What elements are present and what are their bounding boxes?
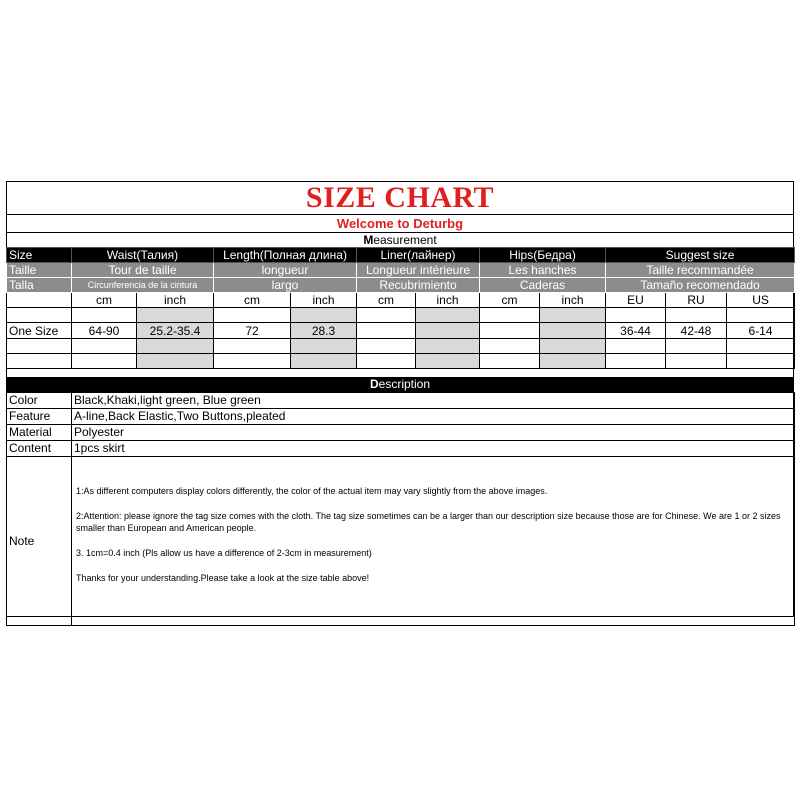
size-value-cell — [666, 339, 727, 354]
size-value-cell — [291, 339, 357, 354]
measurement-table — [6, 247, 795, 369]
description-row — [7, 425, 795, 441]
unit-cell: US — [727, 293, 795, 308]
welcome-text: Welcome to Deturbg — [6, 215, 794, 233]
header-cell: Hips(Бедра) — [480, 248, 606, 263]
size-value-cell — [72, 308, 137, 323]
measurement-heading-rest: easurement — [373, 233, 437, 247]
unit-cell: EU — [606, 293, 666, 308]
size-data-row — [7, 323, 795, 339]
header-cell: Taille recommandée — [606, 263, 795, 278]
size-value-cell — [727, 354, 795, 369]
size-value-cell — [137, 308, 214, 323]
header-cell: Caderas — [480, 278, 606, 293]
unit-cell: cm — [480, 293, 540, 308]
size-value-cell: 36-44 — [606, 323, 666, 339]
unit-cell: cm — [72, 293, 137, 308]
measurement-heading — [6, 233, 794, 248]
header-row-label: Talla — [7, 278, 72, 293]
header-cell: Les hanches — [480, 263, 606, 278]
size-data-row — [7, 308, 795, 323]
description-row — [7, 409, 795, 425]
note-line: Thanks for your understanding.Please take a look at the size table above! — [76, 573, 370, 583]
size-value-cell — [72, 339, 137, 354]
size-value-cell — [480, 354, 540, 369]
description-value: 1pcs skirt — [72, 441, 795, 457]
size-value-cell — [727, 339, 795, 354]
size-value-cell — [727, 308, 795, 323]
size-value-cell — [137, 354, 214, 369]
header-row-label: Size — [7, 248, 72, 263]
size-value-cell: 42-48 — [666, 323, 727, 339]
description-label: Feature — [7, 409, 72, 425]
description-row — [7, 441, 795, 457]
header-row — [7, 248, 795, 263]
size-value-cell — [214, 354, 291, 369]
size-value-cell — [214, 339, 291, 354]
header-cell: Longueur intérieure — [357, 263, 480, 278]
unit-cell: cm — [214, 293, 291, 308]
size-value-cell — [606, 339, 666, 354]
size-value-cell — [137, 339, 214, 354]
size-value-cell — [666, 308, 727, 323]
size-value-cell — [666, 354, 727, 369]
size-value-cell — [214, 308, 291, 323]
description-label: Material — [7, 425, 72, 441]
note-text — [74, 457, 792, 601]
size-value-cell: 25.2-35.4 — [137, 323, 214, 339]
unit-cell: inch — [416, 293, 480, 308]
description-label: Color — [7, 393, 72, 409]
measurement-heading-initial: M — [363, 233, 374, 247]
note-line: 2:Attention: please ignore the tag size comes with the cloth. The tag size sometimes can be a larger than our description size because those are for Chinese. We are 1 or 2 sizes smaller than European and American people. — [76, 511, 781, 533]
description-value: Black,Khaki,light green, Blue green — [72, 393, 795, 409]
description-table — [6, 392, 795, 626]
description-heading-rest: escription — [378, 377, 431, 391]
description-value: Polyester — [72, 425, 795, 441]
header-cell: longueur — [214, 263, 357, 278]
size-value-cell — [72, 354, 137, 369]
size-value-cell: 72 — [214, 323, 291, 339]
unit-cell: inch — [540, 293, 606, 308]
size-value-cell: 28.3 — [291, 323, 357, 339]
header-row — [7, 278, 795, 293]
header-row-label: Taille — [7, 263, 72, 278]
unit-cell: RU — [666, 293, 727, 308]
size-value-cell — [357, 339, 416, 354]
size-label-cell: One Size — [7, 323, 72, 339]
unit-cell: inch — [137, 293, 214, 308]
size-label-cell — [7, 308, 72, 323]
size-value-cell — [540, 354, 606, 369]
size-value-cell — [606, 308, 666, 323]
header-cell: Circunferencia de la cintura — [72, 278, 214, 293]
size-data-row — [7, 354, 795, 369]
description-heading — [6, 377, 794, 392]
header-cell: largo — [214, 278, 357, 293]
size-value-cell — [416, 308, 480, 323]
size-value-cell — [480, 339, 540, 354]
note-line: 3. 1cm=0.4 inch (Pls allow us have a difference of 2-3cm in measurement) — [76, 548, 372, 558]
header-cell: Waist(Талия) — [72, 248, 214, 263]
header-cell: Liner(лайнер) — [357, 248, 480, 263]
header-cell: Suggest size — [606, 248, 795, 263]
note-line: 1:As different computers display colors differently, the color of the actual item may vary slightly from the above images. — [76, 486, 548, 496]
header-cell: Length(Полная длина) — [214, 248, 357, 263]
size-label-cell — [7, 339, 72, 354]
size-value-cell — [540, 308, 606, 323]
size-value-cell: 6-14 — [727, 323, 795, 339]
size-value-cell — [540, 323, 606, 339]
size-value-cell — [291, 308, 357, 323]
size-value-cell — [480, 308, 540, 323]
size-value-cell — [416, 323, 480, 339]
note-label: Note — [7, 457, 72, 626]
size-value-cell — [357, 308, 416, 323]
size-label-cell — [7, 354, 72, 369]
description-label: Content — [7, 441, 72, 457]
header-row — [7, 263, 795, 278]
size-value-cell — [540, 339, 606, 354]
size-value-cell — [291, 354, 357, 369]
size-value-cell — [357, 354, 416, 369]
header-cell: Recubrimiento — [357, 278, 480, 293]
size-value-cell: 64-90 — [72, 323, 137, 339]
description-value: A-line,Back Elastic,Two Buttons,pleated — [72, 409, 795, 425]
description-heading-initial: D — [369, 377, 379, 391]
size-value-cell — [606, 354, 666, 369]
note-content — [72, 457, 795, 626]
unit-cell: cm — [357, 293, 416, 308]
note-row — [7, 457, 795, 626]
size-value-cell — [357, 323, 416, 339]
unit-cell: inch — [291, 293, 357, 308]
size-value-cell — [480, 323, 540, 339]
unit-cell — [7, 293, 72, 308]
header-cell: Tamaño recomendado — [606, 278, 795, 293]
description-row — [7, 393, 795, 409]
size-value-cell — [416, 354, 480, 369]
size-value-cell — [416, 339, 480, 354]
size-data-row — [7, 339, 795, 354]
chart-title: SIZE CHART — [6, 181, 794, 215]
header-cell: Tour de taille — [72, 263, 214, 278]
units-row — [7, 293, 795, 308]
